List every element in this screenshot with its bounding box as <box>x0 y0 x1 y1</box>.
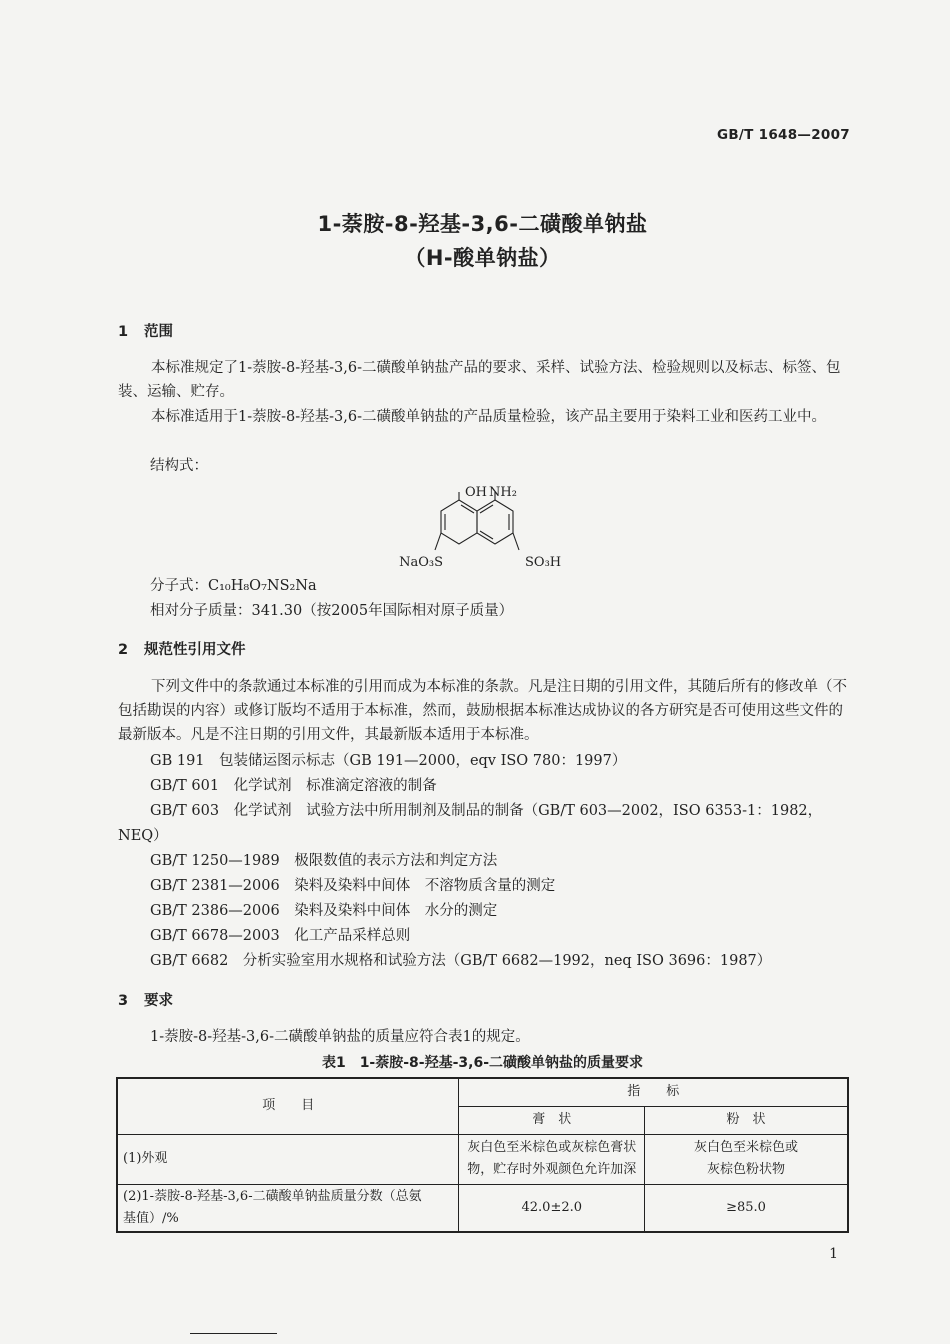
formula-label: 分子式： <box>150 578 208 594</box>
reference-item: GB/T 603 化学试剂 试验方法中所用制剂及制品的制备（GB/T 603—2002，ISO 6353-1：1982， <box>150 803 823 819</box>
structure-label: 结构式： <box>150 458 208 474</box>
hydroxyl-label: OH <box>465 485 487 500</box>
header-index: 指 标 <box>459 1078 848 1106</box>
table-header-row <box>117 1078 848 1106</box>
row-item: (1)外观 <box>117 1134 459 1184</box>
footer-rule <box>190 1333 277 1334</box>
quality-requirements-table <box>116 1077 849 1233</box>
header-paste: 膏 状 <box>459 1106 645 1134</box>
section-title: 规范性引用文件 <box>144 642 246 658</box>
section-1-heading <box>118 320 173 341</box>
cell-line: 灰白色至米棕色或灰棕色膏状 <box>467 1140 637 1155</box>
cell-line: 灰棕色粉状物 <box>707 1162 786 1177</box>
cell-line: 物，贮存时外观颜色允许加深 <box>467 1162 637 1177</box>
reference-item: GB 191 包装储运图示标志（GB 191—2000，eqv ISO 780：1997） <box>150 753 627 769</box>
row-item <box>117 1184 459 1232</box>
sulfonic-acid-label: SO₃H <box>525 555 562 570</box>
row-paste-value: 42.0±2.0 <box>459 1184 645 1232</box>
reference-item: GB/T 2386—2006 染料及染料中间体 水分的测定 <box>150 903 498 919</box>
cell-line: (2)1-萘胺-8-羟基-3,6-二磺酸单钠盐质量分数（总氨 <box>123 1188 422 1204</box>
scope-paragraph-2: 本标准适用于1-萘胺-8-羟基-3,6-二磺酸单钠盐的产品质量检验，该产品主要用于染料工业和医药工业中。 <box>151 409 827 425</box>
standard-code: GB/T 1648—2007 <box>716 127 850 143</box>
header-powder: 粉 状 <box>645 1106 848 1134</box>
document-title: 1-萘胺-8-羟基-3,6-二磺酸单钠盐 <box>317 212 648 236</box>
section-number: 3 <box>118 993 129 1009</box>
amino-label: NH₂ <box>489 485 517 500</box>
table-row <box>117 1134 848 1184</box>
reference-item: GB/T 2381—2006 染料及染料中间体 不溶物质含量的测定 <box>150 878 556 894</box>
page-number: 1 <box>829 1246 838 1262</box>
reference-item: GB/T 6678—2003 化工产品采样总则 <box>150 928 411 944</box>
reference-item: GB/T 601 化学试剂 标准滴定溶液的制备 <box>150 778 437 794</box>
section-3-heading <box>118 989 173 1010</box>
requirements-intro: 1-萘胺-8-羟基-3,6-二磺酸单钠盐的质量应符合表1的规定。 <box>150 1029 530 1045</box>
table-1-title: 表1 1-萘胺-8-羟基-3,6-二磺酸单钠盐的质量要求 <box>321 1055 644 1071</box>
header-item: 项 目 <box>117 1078 459 1134</box>
section-title: 范围 <box>144 324 173 340</box>
section-number: 1 <box>118 324 129 340</box>
row-paste-value <box>459 1134 645 1184</box>
section-2-heading <box>118 638 246 659</box>
document-subtitle: （H-酸单钠盐） <box>404 246 561 270</box>
table-row <box>117 1184 848 1232</box>
reference-item-continued: NEQ） <box>118 828 168 844</box>
formula-value: C₁₀H₈O₇NS₂Na <box>208 578 317 594</box>
reference-item: GB/T 1250—1989 极限数值的表示方法和判定方法 <box>150 853 498 869</box>
molecular-mass: 相对分子质量：341.30（按2005年国际相对原子质量） <box>150 603 514 619</box>
cell-line: 灰白色至米棕色或 <box>694 1140 799 1155</box>
row-powder-value <box>645 1134 848 1184</box>
sodium-sulfonate-label: NaO₃S <box>399 555 443 570</box>
section-number: 2 <box>118 642 129 658</box>
references-intro: 下列文件中的条款通过本标准的引用而成为本标准的条款。凡是注日期的引用文件，其随后所有的修改单（不包括勘误的内容）或修订版均不适用于本标准，然而，鼓励根据本标准达成协议的各方研究是否可使用这些文件的最新版本。凡是不注日期的引用文件，其最新版本适用于本标准。 <box>118 679 847 743</box>
scope-paragraph-1: 本标准规定了1-萘胺-8-羟基-3,6-二磺酸单钠盐产品的要求、采样、试验方法、检验规则以及标志、标签、包装、运输、贮存。 <box>118 360 841 400</box>
molecular-formula <box>150 574 317 598</box>
section-title: 要求 <box>144 993 173 1009</box>
structural-formula <box>395 478 595 578</box>
reference-item: GB/T 6682 分析实验室用水规格和试验方法（GB/T 6682—1992，neq ISO 3696：1987） <box>150 953 772 969</box>
row-powder-value: ≥85.0 <box>645 1184 848 1232</box>
cell-line: 基值）/% <box>123 1210 179 1226</box>
